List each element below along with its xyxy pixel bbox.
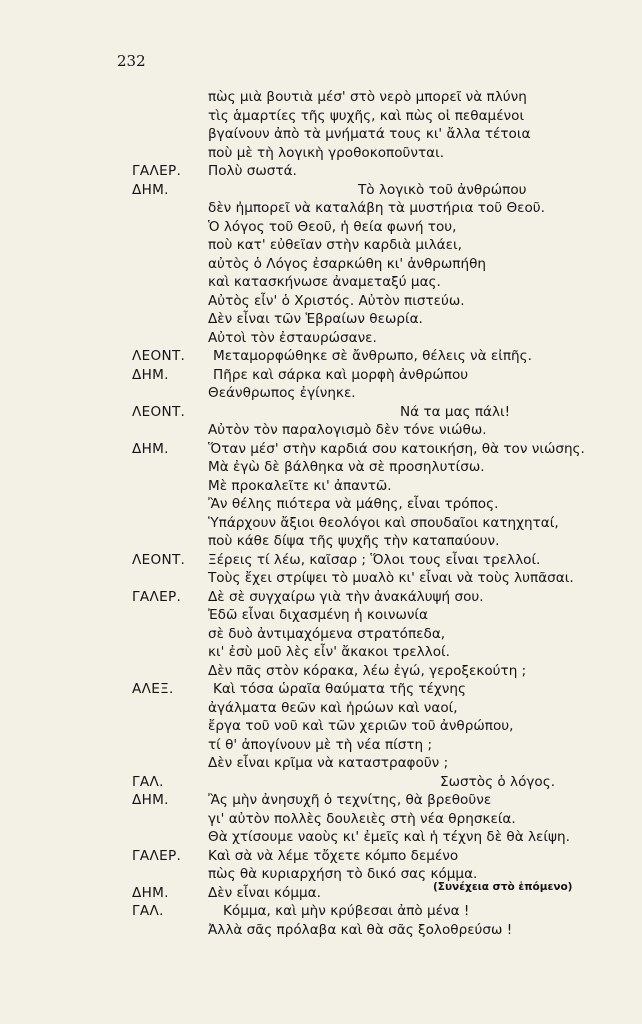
line-text: Δὲν πᾶς στὸν κόρακα, λέω ἐγώ, γεροξεκούτη ; xyxy=(208,662,527,679)
line-text: Δὲν εἶναι κρῖμα νὰ καταστραφοῦν ; xyxy=(208,755,449,771)
dialogue-line xyxy=(0,384,642,403)
line-text: Αὐτὸς εἶν' ὁ Χριστός. Αὐτὸν πιστεύω. xyxy=(208,292,465,309)
page-number: 232 xyxy=(117,52,146,70)
line-text: Ὅταν μέσ' στὴν καρδιά σου κατοικήση, θὰ τον νιώσης. xyxy=(208,440,585,457)
dialogue-line xyxy=(0,736,642,755)
line-text: κι' ἐσὺ μοῦ λὲς εἶν' ἄκακοι τρελλοί. xyxy=(208,644,450,660)
line-text: Μὰ ἐγὼ δὲ βάλθηκα νὰ σὲ προσηλυτίσω. xyxy=(208,459,485,475)
line-text: τὶς ἁμαρτίες τῆς ψυχῆς, καὶ πὼς οἱ πεθαμένοι xyxy=(208,107,525,124)
dialogue-line xyxy=(0,125,642,144)
line-text: Αὐτὸν τὸν παραλογισμὸ δὲν τόνε νιώθω. xyxy=(208,422,487,438)
line-text: πὼς θὰ κυριαρχήση τὸ δικό σας κόμμα. xyxy=(208,866,478,882)
dialogue-line xyxy=(0,236,642,255)
dialogue-line xyxy=(0,477,642,496)
dialogue-line xyxy=(0,717,642,736)
dialogue-line xyxy=(0,921,642,940)
line-text: Ἂς μὴν ἀνησυχῆ ὁ τεχνίτης, θὰ βρεθοῦνε xyxy=(208,792,492,808)
dialogue-line xyxy=(0,810,642,829)
line-text: Ὁ λόγος τοῦ Θεοῦ, ἡ θεία φωνή του, xyxy=(208,218,457,235)
dialogue-line xyxy=(0,495,642,514)
line-text: Ἐδῶ εἶναι διχασμένη ἡ κοινωνία xyxy=(208,607,428,623)
line-text: Τὸ λογικὸ τοῦ ἀνθρώπου xyxy=(358,181,527,198)
speaker-label: ΓΑΛ. xyxy=(132,773,164,790)
dialogue-line xyxy=(0,514,642,533)
speaker-label: ΔΗΜ. xyxy=(132,792,169,808)
dialogue-line xyxy=(0,699,642,718)
speaker-label: ΑΛΕΞ. xyxy=(132,681,174,697)
speaker-label: ΓΑΛΕΡ. xyxy=(132,847,182,864)
line-text: Δὲ σὲ συγχαίρω γιὰ τὴν ἀνακάλυψή σου. xyxy=(208,588,484,605)
dialogue-line xyxy=(0,828,642,847)
dialogue-line xyxy=(0,107,642,126)
speaker-label: ΛΕΟΝΤ. xyxy=(132,551,186,568)
line-text: ποὺ κάθε δίψα τῆς ψυχῆς τὴν καταπαύουν. xyxy=(208,533,500,549)
dialogue-line xyxy=(0,625,642,644)
line-text: Σωστὸς ὁ λόγος. xyxy=(440,773,556,790)
dialogue-line xyxy=(0,791,642,810)
dialogue-line xyxy=(0,847,642,866)
speaker-label: ΔΗΜ. xyxy=(132,884,169,901)
line-text: Δὲν εἶναι κόμμα. xyxy=(208,884,321,901)
dialogue-text xyxy=(0,88,642,939)
dialogue-line xyxy=(0,199,642,218)
dialogue-line xyxy=(0,310,642,329)
dialogue-line xyxy=(0,218,642,237)
dialogue-line xyxy=(0,255,642,274)
line-text: Αὐτοὶ τὸν ἐσταυρώσανε. xyxy=(208,329,377,346)
line-text: ἀγάλματα θεῶν καὶ ἡρώων καὶ ναοί, xyxy=(208,699,458,716)
dialogue-line xyxy=(0,551,642,570)
line-text: ἔργα τοῦ νοῦ καὶ τῶν χεριῶν τοῦ ἀνθρώπου, xyxy=(208,718,514,734)
line-text: καὶ κατασκήνωσε ἀναμεταξύ μας. xyxy=(208,274,441,290)
line-text: Θὰ χτίσουμε ναοὺς κι' ἐμεῖς καὶ ἡ τέχνη δὲ θὰ λείψη. xyxy=(208,829,570,845)
line-text: τί θ' ἀπογίνουν μὲ τὴ νέα πίστη ; xyxy=(208,736,433,753)
line-text: Ὑπάρχουν ἄξιοι θεολόγοι καὶ σπουδαῖοι κατηχηταί, xyxy=(208,514,559,531)
dialogue-line xyxy=(0,144,642,163)
dialogue-line xyxy=(0,273,642,292)
dialogue-line xyxy=(0,403,642,422)
dialogue-line xyxy=(0,458,642,477)
line-text: σὲ δυὸ ἀντιμαχόμενα στρατόπεδα, xyxy=(208,625,446,642)
speaker-label: ΓΑΛΕΡ. xyxy=(132,163,182,179)
speaker-label: ΔΗΜ. xyxy=(132,440,169,457)
line-text: ποὺ μὲ τὴ λογικὴ γροθοκοποῦνται. xyxy=(208,144,445,161)
dialogue-line xyxy=(0,662,642,681)
dialogue-line xyxy=(0,606,642,625)
speaker-label: ΔΗΜ. xyxy=(132,366,169,383)
line-text: Δὲν εἶναι τῶν Ἑβραίων θεωρία. xyxy=(208,311,423,327)
speaker-label: ΛΕΟΝΤ. xyxy=(132,348,186,364)
line-text: Καὶ σὰ νὰ λέμε τὄχετε κόμπο δεμένο xyxy=(208,847,459,864)
dialogue-line xyxy=(0,440,642,459)
dialogue-line xyxy=(0,366,642,385)
line-text: αὐτὸς ὁ Λόγος ἐσαρκώθη κι' ἀνθρωπήθη xyxy=(208,255,487,272)
line-text: Ἀλλὰ σᾶς πρόλαβα καὶ θὰ σᾶς ξολοθρεύσω ! xyxy=(208,921,513,938)
line-text: Καὶ τόσα ὡραῖα θαύματα τῆς τέχνης xyxy=(213,681,466,697)
dialogue-line xyxy=(0,421,642,440)
dialogue-line xyxy=(0,902,642,921)
line-text: Θεάνθρωπος ἐγίνηκε. xyxy=(208,385,356,401)
dialogue-line xyxy=(0,680,642,699)
dialogue-line xyxy=(0,292,642,311)
speaker-label: ΓΑΛΕΡ. xyxy=(132,588,182,605)
line-text: πὼς μιὰ βουτιὰ μέσ' στὸ νερὸ μπορεῖ νὰ πλύνη xyxy=(208,89,527,105)
line-text: Τοὺς ἔχει στρίψει τὸ μυαλὸ κι' εἶναι νὰ τοὺς λυπᾶσαι. xyxy=(208,570,574,586)
speaker-label: ΛΕΟΝΤ. xyxy=(132,403,186,420)
dialogue-line xyxy=(0,532,642,551)
line-text: Κόμμα, καὶ μὴν κρύβεσαι ἀπὸ μένα ! xyxy=(223,903,470,919)
dialogue-line xyxy=(0,773,642,792)
dialogue-line xyxy=(0,162,642,181)
line-text: βγαίνουν ἀπὸ τὰ μνήματά τους κι' ἄλλα τέτοια xyxy=(208,126,531,142)
line-text: Ξέρεις τί λέω, καῖσαρ ; Ὅλοι τους εἶναι τρελλοί. xyxy=(208,551,541,568)
line-text: δὲν ἠμπορεῖ νὰ καταλάβη τὰ μυστήρια τοῦ Θεοῦ. xyxy=(208,200,545,216)
line-text: Πολὺ σωστά. xyxy=(208,163,297,179)
line-text: Νά τα μας πάλι! xyxy=(400,403,511,420)
line-text: Μεταμορφώθηκε σὲ ἄνθρωπο, θέλεις νὰ εἰπῆς. xyxy=(213,348,532,364)
dialogue-line xyxy=(0,588,642,607)
line-text: ποὺ κατ' εὐθεῖαν στὴν καρδιὰ μιλάει, xyxy=(208,237,462,253)
speaker-label: ΔΗΜ. xyxy=(132,181,169,198)
line-text: γι' αὐτὸν πολλὲς δουλειὲς στὴ νέα θρησκεία. xyxy=(208,810,516,827)
continuation-note: (Συνέχεια στὸ ἑπόμενο) xyxy=(433,881,573,893)
line-text: Μὲ προκαλεῖτε κι' ἀπαντῶ. xyxy=(208,477,392,494)
dialogue-line xyxy=(0,754,642,773)
dialogue-line xyxy=(0,643,642,662)
line-text: Πῆρε καὶ σάρκα καὶ μορφὴ ἀνθρώπου xyxy=(213,366,469,383)
speaker-label: ΓΑΛ. xyxy=(132,903,164,919)
dialogue-line xyxy=(0,181,642,200)
dialogue-line xyxy=(0,88,642,107)
dialogue-line xyxy=(0,329,642,348)
dialogue-line xyxy=(0,569,642,588)
dialogue-line xyxy=(0,347,642,366)
line-text: Ἂν θέλης πιότερα νὰ μάθης, εἶναι τρόπος. xyxy=(208,496,499,512)
